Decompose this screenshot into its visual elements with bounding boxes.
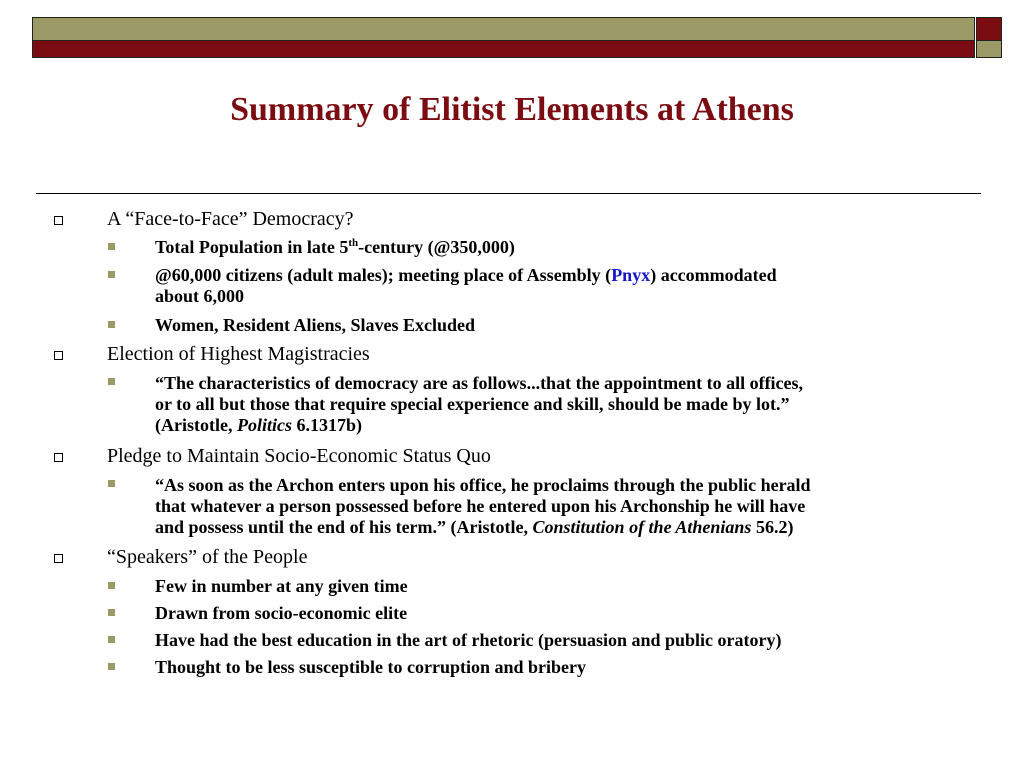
filled-square-bullet-icon (108, 663, 115, 670)
header-corner-maroon-square (976, 17, 1002, 41)
bullet-citizens-assembly: @60,000 citizens (adult males); meeting place of Assembly (Pnyx) accommodated about 6,000 (155, 265, 777, 306)
filled-square-bullet-icon (108, 321, 115, 328)
filled-square-bullet-icon (108, 636, 115, 643)
bullet-excluded-groups: Women, Resident Aliens, Slaves Excluded (155, 315, 476, 335)
section-heading-pledge: Pledge to Maintain Socio-Economic Status Quo (107, 445, 491, 467)
bullet-few-in-number: Few in number at any given time (155, 576, 408, 596)
hollow-square-bullet-icon (54, 453, 63, 462)
filled-square-bullet-icon (108, 480, 115, 487)
hollow-square-bullet-icon (54, 554, 63, 563)
bullet-socio-economic-elite: Drawn from socio-economic elite (155, 603, 408, 623)
bullet-total-population: Total Population in late 5th-century (@350,000) (155, 237, 515, 257)
filled-square-bullet-icon (108, 609, 115, 616)
title-divider-line (36, 193, 981, 194)
header-banner-maroon-bar (32, 41, 975, 58)
header-banner-olive-bar (32, 17, 975, 41)
bullet-less-susceptible: Thought to be less susceptible to corruption and bribery (155, 657, 587, 677)
filled-square-bullet-icon (108, 582, 115, 589)
bullet-best-education: Have had the best education in the art of rhetoric (persuasion and public oratory) (155, 630, 782, 650)
filled-square-bullet-icon (108, 271, 115, 278)
hollow-square-bullet-icon (54, 351, 63, 360)
slide-title: Summary of Elitist Elements at Athens (230, 91, 794, 128)
section-heading-face-to-face: A “Face-to-Face” Democracy? (107, 208, 354, 230)
section-heading-speakers: “Speakers” of the People (107, 546, 308, 568)
filled-square-bullet-icon (108, 243, 115, 250)
hollow-square-bullet-icon (54, 216, 63, 225)
section-heading-election: Election of Highest Magistracies (107, 343, 370, 365)
filled-square-bullet-icon (108, 378, 115, 385)
bullet-archon-quote: “As soon as the Archon enters upon his office, he proclaims through the public herald that whatever a person possessed before he entered upon his Archonship he will have and possess until the end of his term.” (Aristotle, Constitution of the Athenians 56.2) (155, 475, 811, 537)
pnyx-term: Pnyx (611, 265, 651, 285)
bullet-aristotle-politics-quote: “The characteristics of democracy are as follows...that the appointment to all offices, or to all but those that require special experience and skill, should be made by lot.” (Aristotle, Politics 6.1317b) (155, 373, 804, 435)
header-corner-olive-square (976, 41, 1002, 58)
